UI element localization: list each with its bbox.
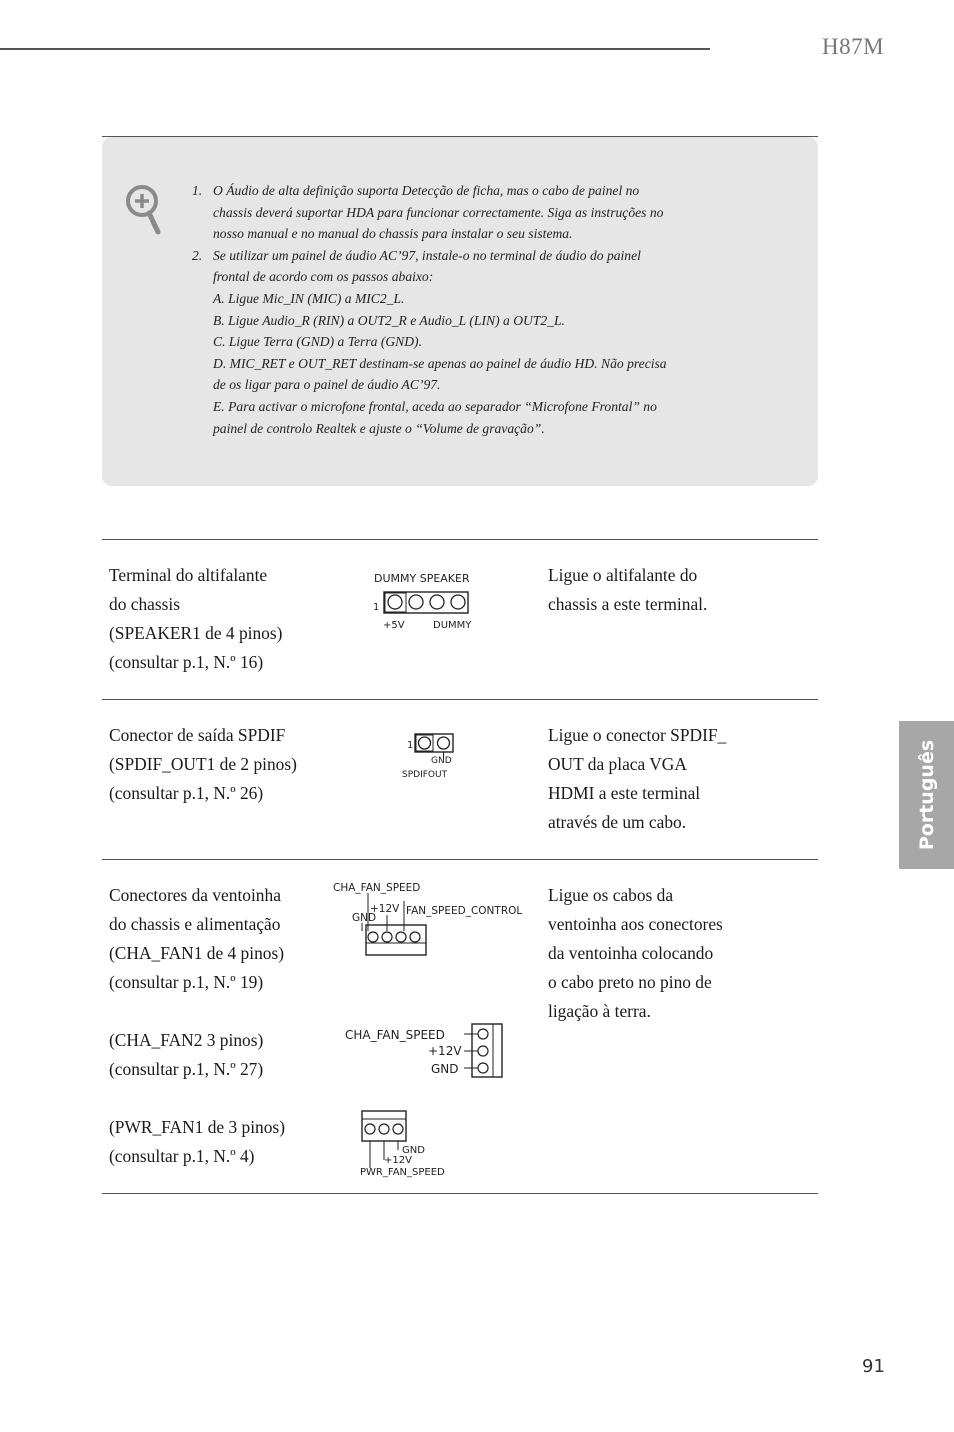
note-list	[192, 180, 752, 439]
pin-one-label: 1	[407, 740, 414, 751]
text-line: Ligue os cabos da	[548, 885, 674, 905]
note-item-2	[192, 245, 752, 439]
note-line: C. Ligue Terra (GND) a Terra (GND).	[213, 334, 422, 350]
speaker-description	[109, 561, 282, 677]
note-line: B. Ligue Audio_R (RIN) a OUT2_R e Audio_L (LIN) a OUT2_L.	[213, 312, 565, 328]
spdif-header-diagram	[400, 730, 466, 782]
pin-5v-label: +5V	[383, 620, 405, 631]
text-line: do chassis e alimentação	[109, 914, 281, 934]
language-tab	[899, 721, 954, 869]
note-line: painel de controlo Realtek e ajuste o “Volume de gravação”.	[213, 420, 545, 436]
note-line: E. Para activar o microfone frontal, aceda ao separador “Microfone Frontal” no	[213, 398, 657, 414]
text-line: (consultar p.1, N.º 26)	[109, 783, 264, 803]
text-line: ligação à terra.	[548, 1001, 651, 1021]
v12-label: +12V	[428, 1044, 462, 1058]
gnd-label: GND	[352, 912, 377, 924]
note-line: frontal de acordo com os passos abaixo:	[213, 269, 434, 285]
text-line: OUT da placa VGA	[548, 754, 687, 774]
text-line: (CHA_FAN2 3 pinos)	[109, 1030, 264, 1050]
note-line: D. MIC_RET e OUT_RET destinam-se apenas ao painel de áudio HD. Não precisa	[213, 355, 667, 371]
spdifout-label: SPDIFOUT	[402, 770, 448, 780]
text-line: HDMI a este terminal	[548, 783, 701, 803]
table-rule-top	[102, 539, 818, 540]
note-line: nosso manual e no manual do chassis para instalar o seu sistema.	[213, 226, 573, 242]
table-rule-1	[102, 699, 818, 700]
spdif-description	[109, 721, 297, 808]
text-line: o cabo preto no pino de	[548, 972, 712, 992]
spdif-instruction	[548, 721, 726, 837]
text-line: da ventoinha colocando	[548, 943, 714, 963]
cha-fan-speed-label: CHA_FAN_SPEED	[333, 882, 421, 894]
text-line: (consultar p.1, N.º 27)	[109, 1059, 264, 1079]
gnd-label: GND	[402, 1145, 425, 1156]
text-line	[109, 1084, 285, 1113]
note-line: de os ligar para o painel de áudio AC’97.	[213, 377, 441, 393]
text-line: Terminal do altifalante	[109, 565, 268, 585]
text-line: (PWR_FAN1 de 3 pinos)	[109, 1117, 285, 1137]
speaker-top-label: DUMMY SPEAKER	[374, 572, 470, 585]
text-line: (consultar p.1, N.º 19)	[109, 972, 264, 992]
text-line: (SPEAKER1 de 4 pinos)	[109, 623, 283, 643]
note-line: O Áudio de alta definição suporta Detecção de ficha, mas o cabo de painel no	[213, 183, 640, 198]
text-line: (consultar p.1, N.º 16)	[109, 652, 264, 672]
pwr-fan1-diagram	[358, 1108, 468, 1180]
model-name: H87M	[822, 34, 885, 59]
fan-instruction	[548, 881, 723, 1026]
text-line: Conectores da ventoinha	[109, 885, 281, 905]
note-line: A. Ligue Mic_IN (MIC) a MIC2_L.	[213, 290, 405, 306]
fan-speed-control-label: FAN_SPEED_CONTROL	[406, 905, 523, 917]
text-line: (consultar p.1, N.º 4)	[109, 1146, 255, 1166]
note-line: chassis deverá suportar HDA para funcionar correctamente. Siga as instruções no	[213, 204, 664, 220]
header-rule	[0, 48, 710, 50]
text-line: do chassis	[109, 594, 181, 614]
v12-label: +12V	[384, 1155, 412, 1166]
note-item-number: 2.	[192, 247, 203, 263]
pin-one-label: 1	[373, 602, 380, 613]
gnd-label: GND	[431, 756, 452, 766]
cha-fan-speed-label: CHA_FAN_SPEED	[345, 1028, 445, 1042]
cha-fan1-diagram	[332, 879, 532, 959]
speaker-instruction	[548, 561, 707, 619]
note-item-1	[192, 180, 752, 245]
fan-description	[109, 881, 285, 1171]
pin-dummy-label: DUMMY	[433, 620, 472, 631]
cha-fan2-diagram	[343, 1022, 507, 1080]
text-line: chassis a este terminal.	[548, 594, 708, 614]
gnd-label: GND	[431, 1062, 459, 1076]
page-number: 91	[862, 1356, 885, 1377]
speaker-header-diagram	[370, 569, 496, 633]
text-line: Ligue o conector SPDIF_	[548, 725, 727, 745]
v12-label: +12V	[370, 903, 400, 915]
language-tab-label: Português	[915, 739, 938, 851]
note-box-top-rule	[102, 136, 818, 137]
note-line: Se utilizar um painel de áudio AC’97, instale-o no terminal de áudio do painel	[213, 247, 641, 263]
text-line: Ligue o altifalante do	[548, 565, 698, 585]
table-rule-bottom	[102, 1193, 818, 1194]
text-line: ventoinha aos conectores	[548, 914, 723, 934]
text-line: (CHA_FAN1 de 4 pinos)	[109, 943, 285, 963]
text-line	[109, 997, 285, 1026]
text-line: Conector de saída SPDIF	[109, 725, 286, 745]
magnifier-plus-icon	[125, 184, 165, 236]
text-line: através de um cabo.	[548, 812, 687, 832]
text-line: (SPDIF_OUT1 de 2 pinos)	[109, 754, 297, 774]
note-item-number: 1.	[192, 183, 203, 198]
table-rule-2	[102, 859, 818, 860]
pwr-fan-speed-label: PWR_FAN_SPEED	[360, 1167, 445, 1178]
